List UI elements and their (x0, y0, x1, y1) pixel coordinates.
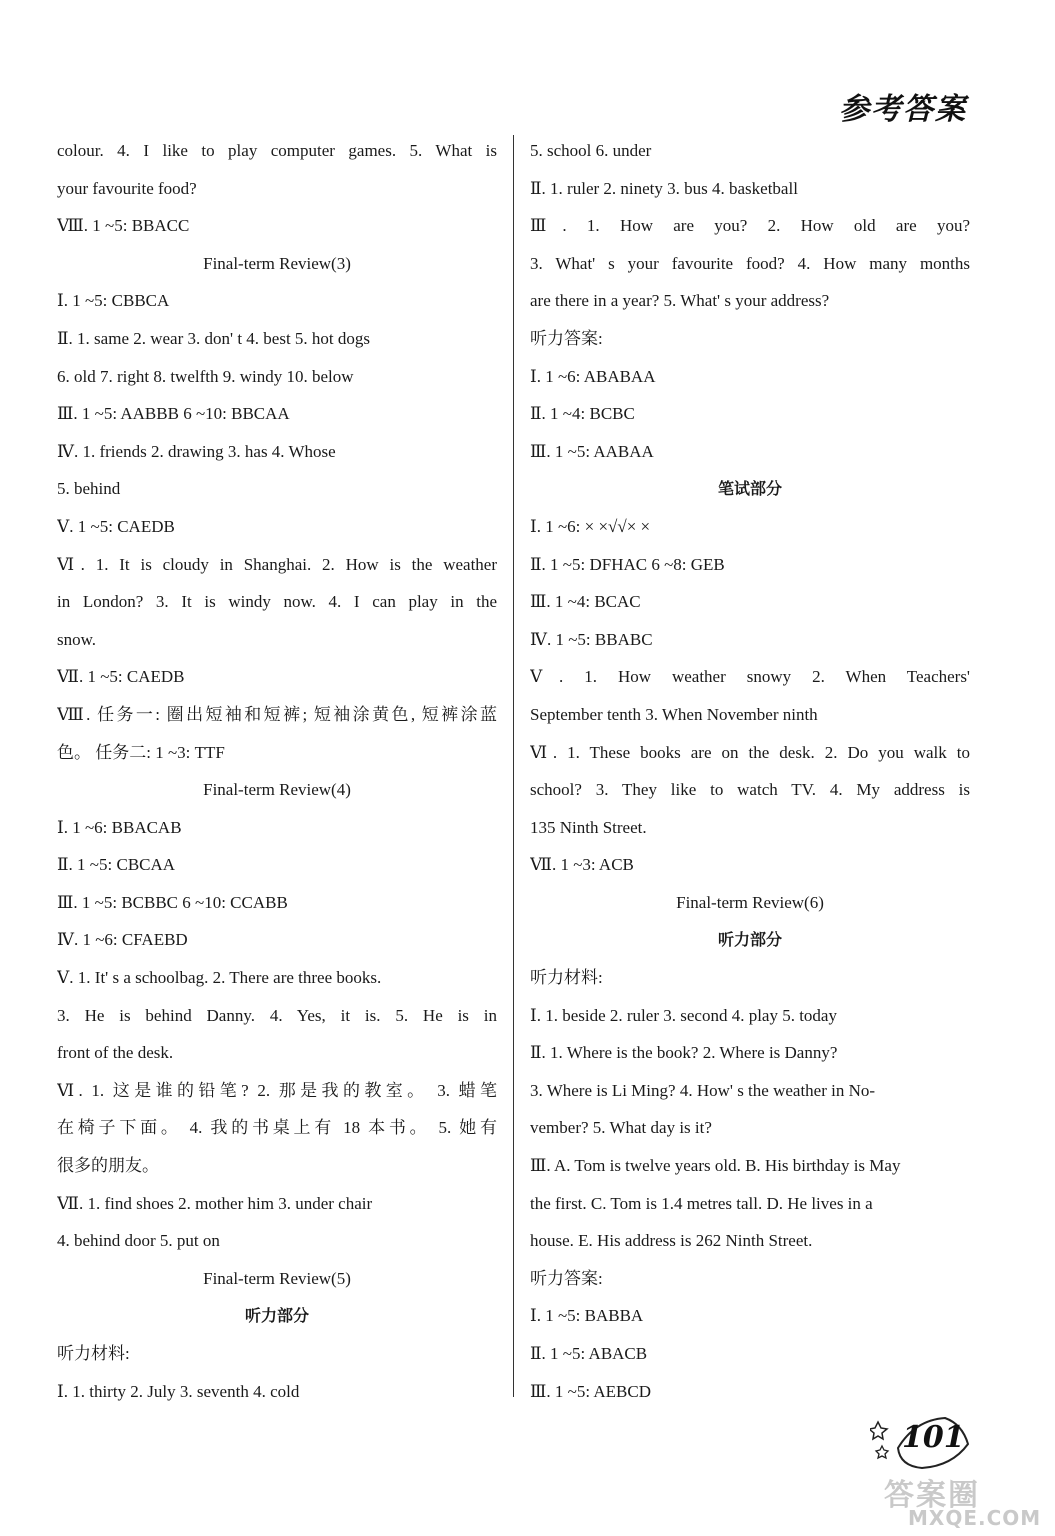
answer-line: Ⅳ. 1 ~6: CFAEBD (57, 930, 188, 950)
left-column (57, 132, 497, 1410)
answer-line: Ⅲ. 1. How are you? 2. How old are you? (530, 216, 970, 236)
answer-line: colour. 4. I like to play computer games. 5. What is (57, 141, 497, 160)
answer-line: 3. He is behind Danny. 4. Yes, it is. 5. He is in (57, 1005, 497, 1025)
answer-line: Ⅵ. 1. It is cloudy in Shanghai. 2. How is the weather (57, 554, 497, 574)
answer-line: Ⅱ. 1 ~5: DFHAC 6 ~8: GEB (530, 554, 725, 574)
answer-line: house. E. His address is 262 Ninth Street. (530, 1231, 813, 1251)
answer-line: 3. Where is Li Ming? 4. How' s the weather in No- (530, 1080, 876, 1100)
answer-line: 色。 任务二: 1 ~3: TTF (57, 742, 225, 762)
right-column (530, 132, 970, 1410)
answer-line: 在椅子下面。 4. 我的书桌上有 18 本书。 5. 她有 (57, 1118, 497, 1138)
answer-line: Ⅰ. 1 ~5: BABBA (530, 1306, 644, 1326)
answer-line: front of the desk. (57, 1043, 174, 1063)
answer-line: 5. school 6. under (530, 141, 652, 160)
answer-line: 笔试部分 (717, 479, 782, 499)
answer-line: the first. C. Tom is 1.4 metres tall. D. He lives in a (530, 1193, 873, 1213)
watermark (878, 1470, 1048, 1532)
answer-line: Ⅳ. 1. friends 2. drawing 3. has 4. Whose (57, 441, 336, 461)
answer-line: 很多的朋友。 (57, 1156, 159, 1176)
answer-line: Ⅰ. 1 ~6: ABABAA (530, 366, 656, 386)
answer-line: Ⅶ. 1 ~3: ACB (530, 855, 634, 875)
answer-line: Ⅵ. 1. These books are on the desk. 2. Do you walk to (530, 742, 970, 762)
answer-line: Ⅰ. 1. beside 2. ruler 3. second 4. play 5. today (530, 1005, 837, 1025)
answer-line: 听力答案: (530, 328, 603, 348)
answer-line: Ⅷ. 1 ~5: BBACC (57, 216, 190, 236)
answer-line: 听力答案: (530, 1268, 603, 1288)
answer-line: Ⅱ. 1 ~5: CBCAA (57, 855, 176, 875)
answer-line: 听力部分 (717, 930, 782, 950)
answer-line: 4. behind door 5. put on (57, 1231, 220, 1251)
watermark-text: 答案圈 (884, 1478, 980, 1513)
page-header-title: 参考答案 (839, 92, 967, 127)
answer-line: snow. (57, 629, 97, 649)
answer-line: Ⅴ. 1. It' s a schoolbag. 2. There are three books. (57, 968, 382, 988)
answer-line: 3. What' s your favourite food? 4. How many months (530, 253, 970, 273)
answer-line: Ⅱ. 1. ruler 2. ninety 3. bus 4. basketball (530, 178, 798, 198)
answer-line: Final-term Review(5) (203, 1268, 351, 1288)
page-number: 101 (902, 1420, 965, 1455)
answer-line: Ⅰ. 1. thirty 2. July 3. seventh 4. cold (57, 1381, 300, 1401)
watermark-url: MXQE.COM (908, 1506, 1042, 1530)
answer-line: Ⅰ. 1 ~6: × ×√√× × (530, 516, 651, 536)
answer-line: Ⅲ. A. Tom is twelve years old. B. His birthday is May (530, 1156, 901, 1176)
column-divider (513, 135, 514, 1397)
answer-line: Ⅱ. 1. Where is the book? 2. Where is Danny? (530, 1043, 838, 1063)
answer-line: Final-term Review(6) (676, 892, 824, 912)
answer-line: school? 3. They like to watch TV. 4. My address is (530, 780, 970, 800)
answer-line: Ⅶ. 1. find shoes 2. mother him 3. under chair (57, 1193, 373, 1213)
answer-line: 听力材料: (530, 968, 603, 988)
answer-line: Ⅲ. 1 ~5: AABBB 6 ~10: BBCAA (57, 404, 290, 424)
answer-line: Ⅲ. 1 ~5: AABAA (530, 441, 654, 461)
answer-line: 135 Ninth Street. (530, 817, 647, 837)
answer-line: vember? 5. What day is it? (530, 1118, 712, 1138)
answer-line: Final-term Review(4) (203, 780, 351, 800)
answer-line: Ⅷ. 任务一: 圈出短袖和短裤; 短袖涂黄色, 短裤涂蓝 (57, 704, 497, 724)
answer-line: Ⅴ. 1 ~5: CAEDB (57, 516, 175, 536)
answer-line: Ⅱ. 1 ~4: BCBC (530, 404, 635, 424)
answer-line: are there in a year? 5. What' s your address? (530, 291, 830, 311)
answer-line: Ⅱ. 1. same 2. wear 3. don' t 4. best 5. hot dogs (57, 328, 371, 348)
answer-line: in London? 3. It is windy now. 4. I can play in the (57, 592, 497, 612)
answer-line: Ⅶ. 1 ~5: CAEDB (57, 667, 185, 687)
answer-line: Ⅳ. 1 ~5: BBABC (530, 629, 653, 649)
answer-line: Final-term Review(3) (203, 253, 351, 273)
answer-line: Ⅰ. 1 ~6: BBACAB (57, 817, 182, 837)
answer-line: your favourite food? (57, 178, 197, 198)
answer-line: Ⅱ. 1 ~5: ABACB (530, 1344, 648, 1363)
answer-line: Ⅴ. 1. How weather snowy 2. When Teachers' (530, 667, 970, 687)
answer-line: Ⅰ. 1 ~5: CBBCA (57, 291, 170, 311)
answer-line: September tenth 3. When November ninth (530, 704, 818, 724)
answer-line: Ⅲ. 1 ~4: BCAC (530, 592, 641, 612)
answer-line: Ⅲ. 1 ~5: BCBBC 6 ~10: CCABB (57, 892, 288, 912)
answer-line: 5. behind (57, 479, 121, 499)
answer-line: Ⅵ. 1. 这是谁的铅笔? 2. 那是我的教室。 3. 蜡笔 (57, 1080, 497, 1100)
answer-line: 听力材料: (57, 1344, 130, 1363)
answer-line: 6. old 7. right 8. twelfth 9. windy 10. below (57, 366, 354, 386)
answer-line: 听力部分 (244, 1306, 309, 1326)
answer-line: Ⅲ. 1 ~5: AEBCD (530, 1381, 651, 1401)
